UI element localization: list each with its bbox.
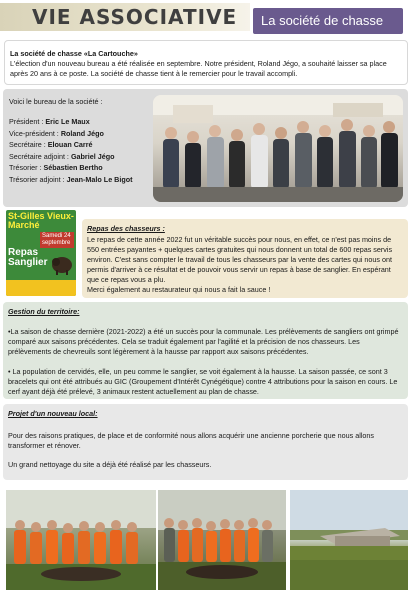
member-secretaire: Secrétaire : Elouan Carré	[9, 140, 93, 149]
intro-box	[4, 40, 408, 85]
poster-footer	[6, 280, 76, 296]
porcherie-site-photo	[290, 490, 408, 590]
member-president: Président : Eric Le Maux	[9, 117, 90, 126]
intro-text: L'élection d'un nouveau bureau a été réalisée en septembre. Notre président, Roland Jégo, a souhaité laisser sa place après 20 ans à ce poste. La société de chasse tient à le remercier pour le travail accompli.	[10, 59, 387, 78]
poster-town: St-Gilles Vieux-Marché	[8, 211, 74, 230]
gestion-heading: Gestion du territoire:	[8, 307, 80, 316]
boar-icon	[50, 250, 74, 276]
projet-para-2: Un grand nettoyage du site a déjà été réalisé par les chasseurs.	[8, 460, 212, 469]
gestion-para-1: •La saison de chasse dernière (2021-2022) a été un succès pour la communale. Les prélèvements de sangliers ont grimpé comparé aux saisons précédentes. Cela se traduit également par l'agilité et la précision de nos chasseurs. Les prélèvements de chevreuils sont légèrement à la hausse par rapport aux saisons précédentes.	[8, 327, 399, 356]
member-vice-president: Vice-président : Roland Jégo	[9, 128, 104, 138]
projet-para-1: Pour des raisons pratiques, de place et de conformité nous allons acquérir une ancienne porcherie que nous allons transformer et rénover.	[8, 431, 374, 450]
member-secretaire-adjoint: Secrétaire adjoint : Gabriel Jégo	[9, 151, 115, 161]
repas-text: Le repas de cette année 2022 fut un véritable succès pour nous, en effet, ce n'est pas moins de 550 entrées payantes + quelques cartes gratuites qui nous donnent un total de 600 repas servis environ. C'est sans compter le travail de tous les chasseurs par la vente des cartes qui nous ont permis d'arriver à ce résultat et de pouvoir vous servir un repas à base de sanglier. En espérant que ce repas vous a plu.	[87, 235, 393, 284]
gestion-box	[3, 302, 408, 399]
repas-thanks: Merci également au restaurateur qui nous a fait la sauce !	[87, 285, 271, 294]
member-tresorier: Trésorier : Sébastien Bertho	[9, 163, 103, 172]
poster-title: Repas Sanglier	[8, 247, 48, 268]
hunters-photo-2	[158, 490, 286, 590]
member-tresorier-adjoint: Trésorier adjoint : Jean-Malo Le Bigot	[9, 174, 133, 184]
page-header	[0, 0, 415, 36]
bureau-lead: Voici le bureau de la société :	[9, 97, 103, 106]
poster-date: Samedi 24 septembre	[40, 232, 74, 248]
gestion-para-2: • La population de cervidés, elle, un peu comme le sanglier, se voit également à la hausse. La saison passée, ce sont 3 bracelets qui ont été attribués au GIC (Groupement d'Intérêt Cynégétique) contre 4 attributions pour la saison en cours. Le cerf ayant déjà été prélevé, 3 animaux restent actuellement au plan de chasse.	[8, 367, 398, 396]
repas-heading: Repas des chasseurs :	[87, 224, 165, 233]
page-title: VIE ASSOCIATIVE	[32, 5, 238, 29]
section-tag: La société de chasse	[253, 8, 403, 34]
intro-heading: La société de chasse «La Cartouche»	[10, 49, 138, 58]
projet-heading: Projet d'un nouveau local:	[8, 409, 98, 418]
bureau-box	[3, 89, 408, 207]
projet-box	[3, 404, 408, 480]
repas-box	[82, 219, 408, 298]
repas-sanglier-poster	[6, 210, 76, 296]
group-photo	[153, 95, 403, 202]
hunters-photo-1	[6, 490, 156, 590]
